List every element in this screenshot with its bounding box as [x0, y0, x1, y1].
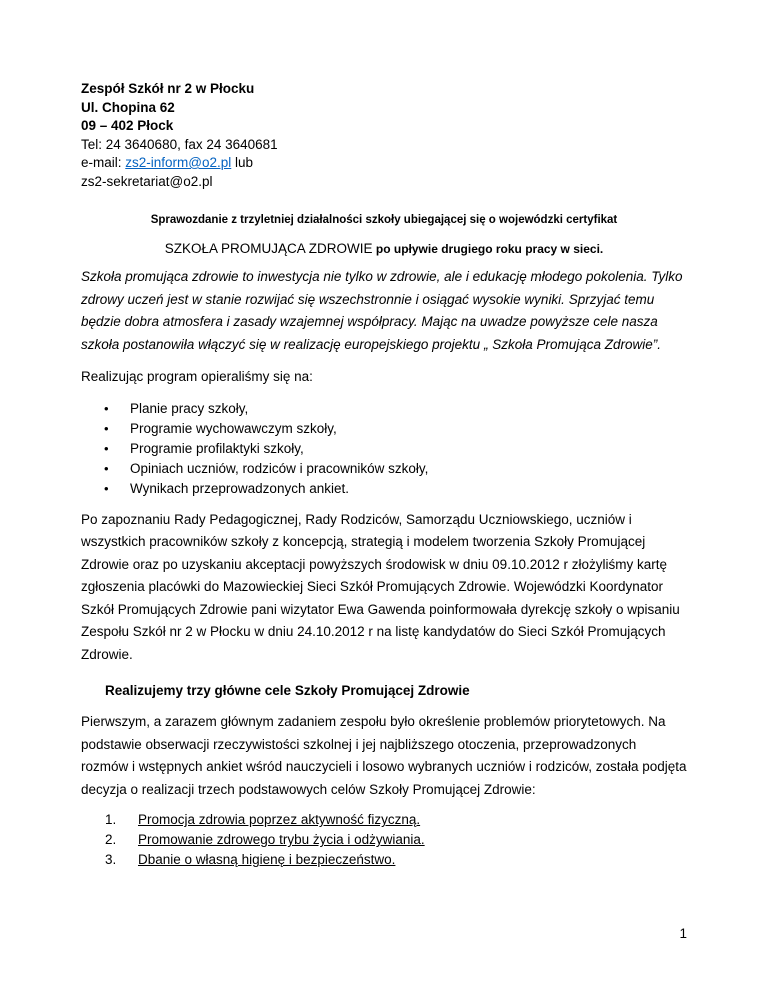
- list-item-text: Programie wychowawczym szkoły,: [130, 420, 337, 436]
- bullet-icon: •: [104, 420, 109, 436]
- goal-number: 1.: [105, 812, 117, 827]
- goals-list: [81, 810, 687, 870]
- goal-item: [81, 810, 687, 830]
- email-line: [81, 154, 687, 173]
- report-title: Sprawozdanie z trzyletniej działalności szkoły ubiegającej się o wojewódzki certyfikat: [150, 214, 618, 226]
- school-name: Zespół Szkół nr 2 w Płocku: [81, 81, 255, 96]
- goal-text: Dbanie o własną higienę i bezpieczeństwo.: [138, 852, 396, 867]
- email-secondary: zs2-sekretariat@o2.pl: [81, 173, 213, 189]
- program-title-line: [81, 240, 687, 258]
- list-item: [81, 439, 687, 459]
- email-prefix: e-mail:: [81, 155, 126, 170]
- program-basis-list: [81, 399, 687, 499]
- goal-text: Promowanie zdrowego trybu życia i odżywiania.: [138, 832, 425, 847]
- list-item: [81, 399, 687, 419]
- bullet-icon: •: [104, 480, 109, 496]
- goal-text: Promocja zdrowia poprzez aktywność fizyczną.: [138, 812, 421, 827]
- bullet-icon: •: [104, 440, 109, 456]
- list-item-text: Programie profilaktyki szkoły,: [130, 440, 304, 456]
- list-item: [81, 479, 687, 499]
- goal-number: 2.: [105, 832, 117, 847]
- city-address: 09 – 402 Płock: [81, 118, 174, 133]
- page-number: 1: [679, 926, 687, 941]
- bullet-icon: •: [104, 460, 109, 476]
- list-item-text: Opiniach uczniów, rodziców i pracowników szkoły,: [130, 460, 429, 476]
- section-heading: Realizujemy trzy główne cele Szkoły Promującej Zdrowie: [105, 683, 470, 698]
- phone-fax: Tel: 24 3640680, fax 24 3640681: [81, 136, 278, 152]
- list-item-text: Wynikach przeprowadzonych ankiet.: [130, 480, 349, 496]
- goal-number: 3.: [105, 852, 117, 867]
- street-address: Ul. Chopina 62: [81, 99, 175, 115]
- email-suffix: lub: [231, 155, 254, 170]
- goal-item: [81, 850, 687, 870]
- goal-item: [81, 830, 687, 850]
- list-item-text: Planie pracy szkoły,: [130, 400, 249, 416]
- goals-paragraph: Pierwszym, a zarazem głównym zadaniem zespołu było określenie problemów priorytetowych. Na podstawie obserwacji rzeczywistości szkolnej i jej najbliższego otoczenia, przeprowadzonych rozmów i wstępnych ankiet wśród nauczycieli i losowo wybranych uczniów i rodziców, została podjęta decyzja o realizacji trzech podstawowych celów Szkoły Promującej Zdrowie:: [81, 714, 687, 797]
- bullet-icon: •: [104, 400, 109, 416]
- program-suffix: po upływie drugiego roku pracy w sieci.: [372, 242, 604, 256]
- list-item: [81, 419, 687, 439]
- program-basis-intro: Realizując program opieraliśmy się na:: [81, 369, 313, 384]
- email-link[interactable]: zs2-inform@o2.pl: [125, 155, 232, 170]
- school-address-block: [81, 80, 687, 191]
- page-content: [81, 80, 687, 870]
- intro-paragraph: Szkoła promująca zdrowie to inwestycja nie tylko w zdrowie, ale i edukację młodego pokolenia. Tylko zdrowy uczeń jest w stanie rozwijać się wszechstronnie i osiągać wysokie wyniki. Sprzyjać temu będzie dobra atmosfera i zasady wzajemnej współpracy. Mając na uwadze powyższe cele nasza szkoła postanowiła włączyć się w realizację europejskiego projektu „ Szkoła Promująca Zdrowie”.: [81, 269, 683, 352]
- program-name: SZKOŁA PROMUJĄCA ZDROWIE: [164, 241, 373, 256]
- network-paragraph: Po zapoznaniu Rady Pedagogicznej, Rady Rodziców, Samorządu Uczniowskiego, uczniów i wszystkich pracowników szkoły z koncepcją, strategią i modelem tworzenia Szkoły Promującej Zdrowie oraz po uzyskaniu akceptacji powyższych środowisk w dniu 09.10.2012 r złożyliśmy kartę zgłoszenia placówki do Mazowieckiej Sieci Szkół Promujących Zdrowie. Wojewódzki Koordynator Szkół Promujących Zdrowie pani wizytator Ewa Gawenda poinformowała dyrekcję szkoły o wpisaniu Zespołu Szkół nr 2 w Płocku w dniu 24.10.2012 r na listę kandydatów do Sieci Szkół Promujących Zdrowie.: [81, 511, 680, 662]
- list-item: [81, 459, 687, 479]
